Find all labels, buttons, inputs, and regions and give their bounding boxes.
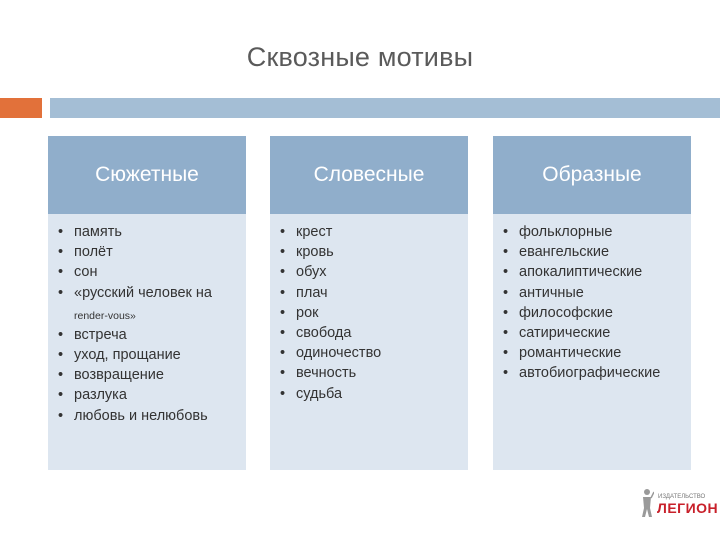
list-item: • возвращение xyxy=(58,365,246,385)
list-item: • встреча xyxy=(58,325,246,345)
slide-title: Сквозные мотивы xyxy=(246,42,474,72)
list-item: • память xyxy=(58,222,246,242)
logo-top-text: ИЗДАТЕЛЬСТВО xyxy=(658,494,706,500)
column-plot-motifs xyxy=(48,136,246,470)
column-heading: Образные xyxy=(493,136,691,214)
list-item: • полёт xyxy=(58,242,246,262)
list-item: • романтические xyxy=(503,343,691,363)
list-item: • обух xyxy=(280,262,468,282)
list-item: • свобода xyxy=(280,323,468,343)
legion-figure-icon xyxy=(640,488,654,518)
motif-list xyxy=(503,222,691,384)
list-item: • одиночество xyxy=(280,343,468,363)
motif-list xyxy=(280,222,468,404)
list-item: • вечность xyxy=(280,363,468,383)
list-item: • плач xyxy=(280,283,468,303)
list-item: • автобиографические xyxy=(503,363,691,383)
list-item: • «русский человек на xyxy=(58,283,246,303)
list-item: • судьба xyxy=(280,384,468,404)
accent-bar-blue xyxy=(50,98,720,118)
list-item: • разлука xyxy=(58,385,246,405)
logo-main-text: ЛЕГИОН xyxy=(657,500,719,516)
list-item: • кровь xyxy=(280,242,468,262)
list-item: • евангельские xyxy=(503,242,691,262)
list-item: • сон xyxy=(58,262,246,282)
list-item: • любовь и нелюбовь xyxy=(58,406,246,426)
list-item: render-vous» xyxy=(74,309,136,322)
column-verbal-motifs xyxy=(270,136,468,470)
list-item: • крест xyxy=(280,222,468,242)
list-item: • философские xyxy=(503,303,691,323)
column-heading: Словесные xyxy=(270,136,468,214)
list-item: • уход, прощание xyxy=(58,345,246,365)
column-heading: Сюжетные xyxy=(48,136,246,214)
list-item: • рок xyxy=(280,303,468,323)
list-item: • сатирические xyxy=(503,323,691,343)
column-figurative-motifs xyxy=(493,136,691,470)
publisher-logo xyxy=(640,486,719,522)
list-item: • фольклорные xyxy=(503,222,691,242)
list-item: • античные xyxy=(503,283,691,303)
list-item: • апокалиптические xyxy=(503,262,691,282)
motif-list xyxy=(58,222,246,426)
accent-bar-orange xyxy=(0,98,42,118)
